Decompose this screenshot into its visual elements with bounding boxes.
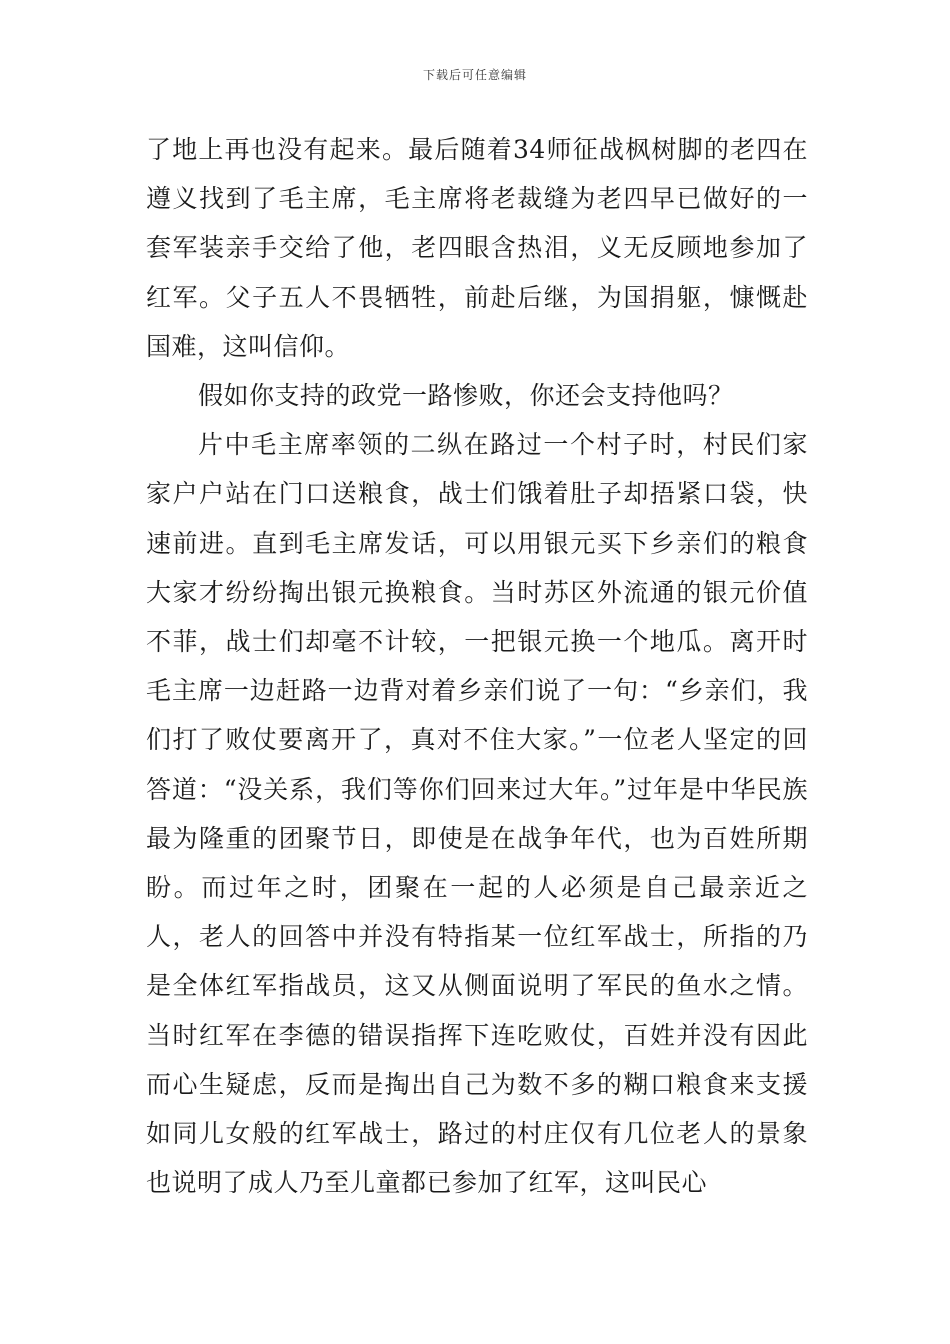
document-body xyxy=(146,125,808,1207)
page-header: 下载后可任意编辑 xyxy=(422,68,527,82)
paragraph-question: 假如你支持的政党一路惨败，你还会支持他吗？ xyxy=(198,381,734,411)
paragraph-main: 片中毛主席率领的二纵在路过一个村子时，村民们家家户户站在门口送粮食，战士们饿着肚子却捂紧口袋，快速前进。直到毛主席发话，可以用银元买下乡亲们的粮食大家才纷纷掏出银元换粮食。当时苏区外流通的银元价值不菲，战士们却毫不计较，一把银元换一个地瓜。离开时毛主席一边赶路一边背对着乡亲们说了一句：“乡亲们，我们打了败仗要离开了，真对不住大家。”一位老人坚定的回答道：“没关系，我们等你们回来过大年。”过年是中华民族最为隆重的团聚节日，即使是在战争年代，也为百姓所期盼。而过年之时，团聚在一起的人必须是自己最亲近之人，老人的回答中并没有特指某一位红军战士，所指的乃是全体红军指战员，这又从侧面说明了军民的鱼水之情。当时红军在李德的错误指挥下连吃败仗，百姓并没有因此而心生疑虑，反而是掏出自己为数不多的糊口粮食来支援如同儿女般的红军战士，路过的村庄仅有几位老人的景象也说明了成人乃至儿童都已参加了红军，这叫民心 xyxy=(146,430,808,1198)
paragraph-continuation: 了地上再也没有起来。最后随着34师征战枫树脚的老四在遵义找到了毛主席，毛主席将老裁缝为老四早已做好的一套军装亲手交给了他，老四眼含热泪，义无反顾地参加了红军。父子五人不畏牺牲，前赴后继，为国捐躯，慷慨赴国难，这叫信仰。 xyxy=(146,135,808,361)
